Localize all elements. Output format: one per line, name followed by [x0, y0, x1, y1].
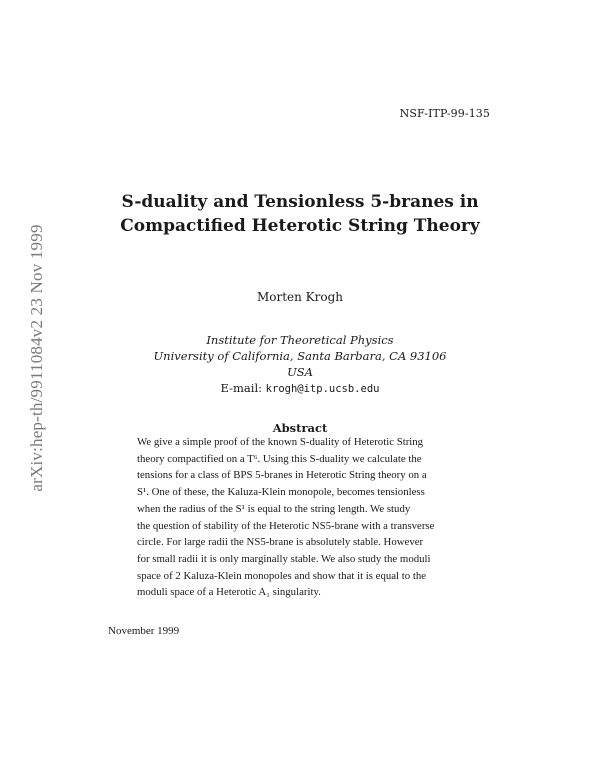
publication-date: November 1999 [108, 625, 180, 637]
abstract-line: space of 2 Kaluza-Klein monopoles and show that it is equal to the [137, 569, 427, 582]
abstract-line: circle. For large radii the NS5-brane is absolutely stable. However [137, 536, 424, 549]
title-line-2: Compactified Heterotic String Theory [120, 216, 480, 236]
abstract-heading: Abstract [272, 421, 328, 435]
abstract-line: S¹. One of these, the Kaluza-Klein monopole, becomes tensionless [137, 486, 425, 499]
abstract-body [137, 434, 464, 601]
abstract-line: when the radius of the S¹ is equal to the string length. We study [137, 502, 411, 515]
title-line-1: S-duality and Tensionless 5-branes in [121, 192, 479, 212]
arxiv-identifier-stamp: arXiv:hep-th/9911084v2 23 Nov 1999 [27, 224, 46, 492]
institute-name: Institute for Theoretical Physics [206, 333, 394, 347]
university-address: University of California, Santa Barbara, CA 93106 [153, 349, 447, 363]
abstract-line: We give a simple proof of the known S-duality of Heterotic String [137, 436, 424, 448]
author-affiliation [100, 332, 500, 397]
abstract-line: tensions for a class of BPS 5-branes in Heterotic String theory on a [137, 469, 427, 482]
paper-title [100, 190, 500, 238]
abstract-line: moduli space of a Heterotic A₁ singularity. [137, 586, 321, 599]
report-number: NSF-ITP-99-135 [399, 107, 490, 120]
email-address: krogh@itp.ucsb.edu [265, 383, 380, 395]
abstract-line: the question of stability of the Heterotic NS5-brane with a transverse [137, 519, 435, 532]
abstract-line: theory compactified on a T⁶. Using this S-duality we calculate the [137, 452, 422, 465]
email-line [100, 380, 500, 397]
author-name: Morten Krogh [256, 290, 344, 304]
country: USA [287, 365, 313, 379]
abstract-line: for small radii it is only marginally stable. We also study the moduli [137, 552, 431, 565]
email-label: E-mail: [220, 381, 263, 395]
